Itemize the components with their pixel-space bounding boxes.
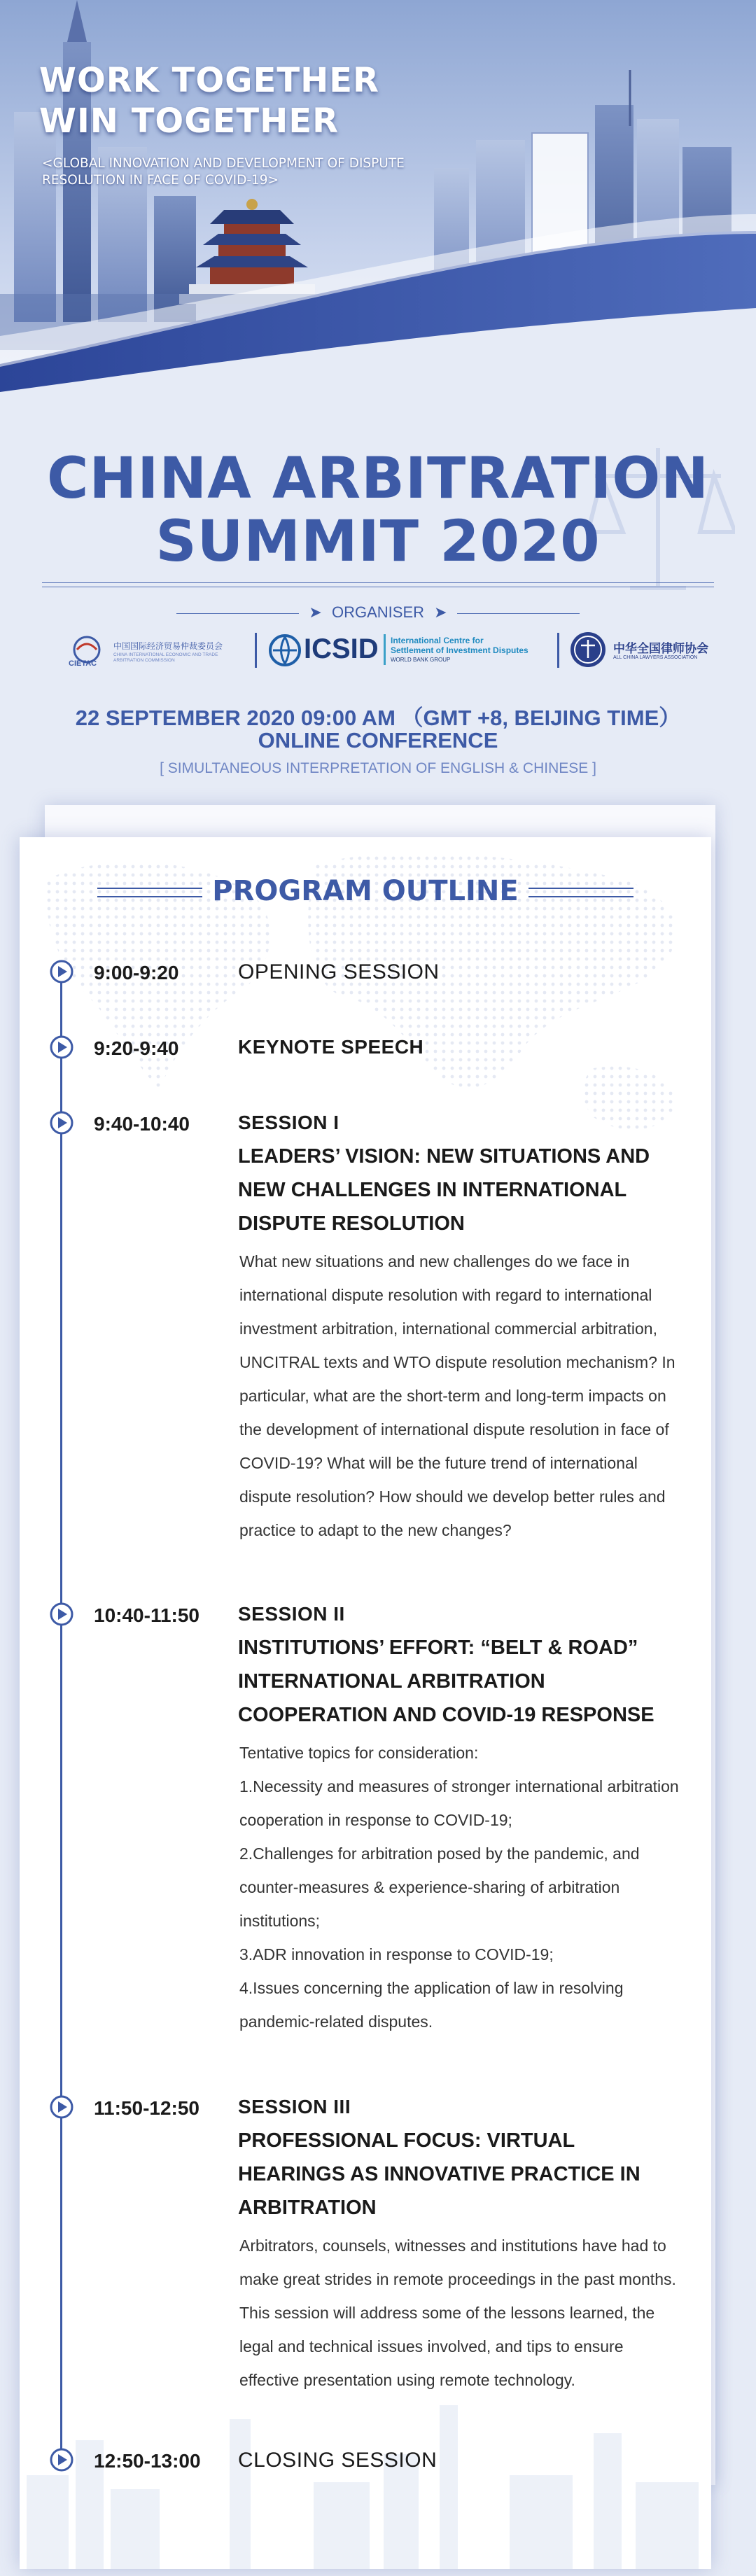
icsid-text-line-2: Settlement of Investment Disputes xyxy=(391,645,528,655)
timeline-play-icon xyxy=(49,1110,74,1135)
icsid-abbr: ICSID xyxy=(304,634,379,664)
session-name: SESSION I xyxy=(238,1112,340,1133)
session-name: OPENING SESSION xyxy=(238,960,440,983)
acla-cn-name: 中华全国律师协会 xyxy=(613,642,708,655)
topic-item: 2.Challenges for arbitration posed by the pandemic, and counter-measures & experience-sharing of arbitration institutions; xyxy=(239,1844,640,1930)
acla-emblem-icon xyxy=(568,630,608,669)
summit-title-line-1: CHINA ARBITRATION xyxy=(46,446,710,512)
icsid-logo xyxy=(267,631,561,671)
program-outline-label: PROGRAM OUTLINE xyxy=(212,875,519,907)
event-interpretation: [ SIMULTANEOUS INTERPRETATION OF ENGLISH & CHINESE ] xyxy=(160,760,596,776)
session-time: 10:40-11:50 xyxy=(94,1604,200,1626)
session-name: SESSION II xyxy=(238,1603,345,1625)
icsid-divider xyxy=(384,634,386,665)
session-name: CLOSING SESSION xyxy=(238,2449,438,2472)
session-topics xyxy=(239,1736,687,2038)
session-name: KEYNOTE SPEECH xyxy=(238,1036,424,1058)
acla-logo xyxy=(568,630,708,672)
session-description: Arbitrators, counsels, witnesses and institutions have had to make great strides in remote proceedings in the past months. This session will address some of the lessons learned, the legal and technical issues involved, and tips to ensure effective presentation using remote technology. xyxy=(239,2236,676,2389)
cietac-cn-name: 中国国际经济贸易仲裁委员会 xyxy=(113,641,223,651)
session-heading: INSTITUTIONS’ EFFORT: “BELT & ROAD” INTERNATIONAL ARBITRATION COOPERATION AND COVID-19 RESPONSE xyxy=(238,1637,654,1726)
slogan xyxy=(39,60,379,141)
program-outline-title xyxy=(20,875,711,907)
timeline-play-icon xyxy=(49,2094,74,2120)
icsid-text-line-1: International Centre for xyxy=(391,636,484,645)
session-time: 9:20-9:40 xyxy=(94,1037,179,1059)
session-description: What new situations and new challenges do we face in international dispute resolution with regard to international investment arbitration, international commercial arbitration, UNCITRAL texts and WTO dispute resolution mechanism? In particular, what are the short-term and long-term impacts on the development of international dispute resolution in face of COVID-19? What will be the future trend of international dispute resolution? How should we develop better rules and practice to adapt to the new changes? xyxy=(239,1252,676,1539)
topic-item: 4.Issues concerning the application of law in resolving pandemic-related disputes. xyxy=(239,1979,624,2031)
organiser-label: ORGANISER xyxy=(331,603,425,621)
logo-divider xyxy=(255,633,257,668)
session-time: 9:00-9:20 xyxy=(94,962,179,983)
session-name: SESSION III xyxy=(238,2096,351,2118)
icsid-text-line-3: WORLD BANK GROUP xyxy=(391,657,451,663)
globe-icon xyxy=(267,633,302,668)
event-datetime: 22 SEPTEMBER 2020 09:00 AM （GMT +8, BEIJING TIME） xyxy=(75,706,681,730)
organiser-line-right xyxy=(457,613,580,614)
slogan-line-1: WORK TOGETHER xyxy=(39,61,380,100)
summit-title-line-2: SUMMIT 2020 xyxy=(155,509,601,575)
session-time: 9:40-10:40 xyxy=(94,1113,190,1135)
session-time: 11:50-12:50 xyxy=(94,2097,200,2119)
timeline-play-icon xyxy=(49,1035,74,1060)
title-ornament-left xyxy=(97,888,202,897)
acla-en-name: ALL CHINA LAWYERS ASSOCIATION xyxy=(613,655,698,660)
topics-intro: Tentative topics for consideration: xyxy=(239,1744,479,1762)
timeline-line xyxy=(60,970,62,2454)
arrow-right-icon: ➤ xyxy=(309,603,322,621)
organiser-logos xyxy=(67,626,708,675)
organiser-line-left xyxy=(176,613,299,614)
organiser-heading xyxy=(0,603,756,622)
cietac-abbr: CIETAC xyxy=(69,659,97,668)
cietac-logo xyxy=(67,631,249,671)
arrow-left-icon: ➤ xyxy=(434,603,447,621)
program-card xyxy=(20,837,711,2569)
session-time: 12:50-13:00 xyxy=(94,2450,201,2472)
logo-divider-2 xyxy=(557,633,559,668)
timeline-play-icon xyxy=(49,2447,74,2472)
session-heading: LEADERS’ VISION: NEW SITUATIONS AND NEW CHALLENGES IN INTERNATIONAL DISPUTE RESOLUTION xyxy=(238,1145,650,1235)
timeline-play-icon xyxy=(49,959,74,984)
slogan-line-2: WIN TOGETHER xyxy=(39,102,340,141)
hero-banner xyxy=(0,0,756,420)
event-format: ONLINE CONFERENCE xyxy=(258,728,498,752)
session-heading: PROFESSIONAL FOCUS: VIRTUAL HEARINGS AS INNOVATIVE PRACTICE IN ARBITRATION xyxy=(238,2129,640,2219)
title-divider xyxy=(42,582,714,583)
slogan-subtitle: <GLOBAL INNOVATION AND DEVELOPMENT OF DISPUTE RESOLUTION IN FACE OF COVID-19> xyxy=(42,156,405,188)
timeline-play-icon xyxy=(49,1602,74,1627)
topic-item: 1.Necessity and measures of stronger international arbitration cooperation in response to COVID-19; xyxy=(239,1777,679,1829)
title-ornament-right xyxy=(528,888,634,897)
cietac-en-name: CHINA INTERNATIONAL ECONOMIC AND TRADE ARBITRATION COMMISSION xyxy=(113,652,218,663)
topic-item: 3.ADR innovation in response to COVID-19; xyxy=(239,1945,554,1963)
